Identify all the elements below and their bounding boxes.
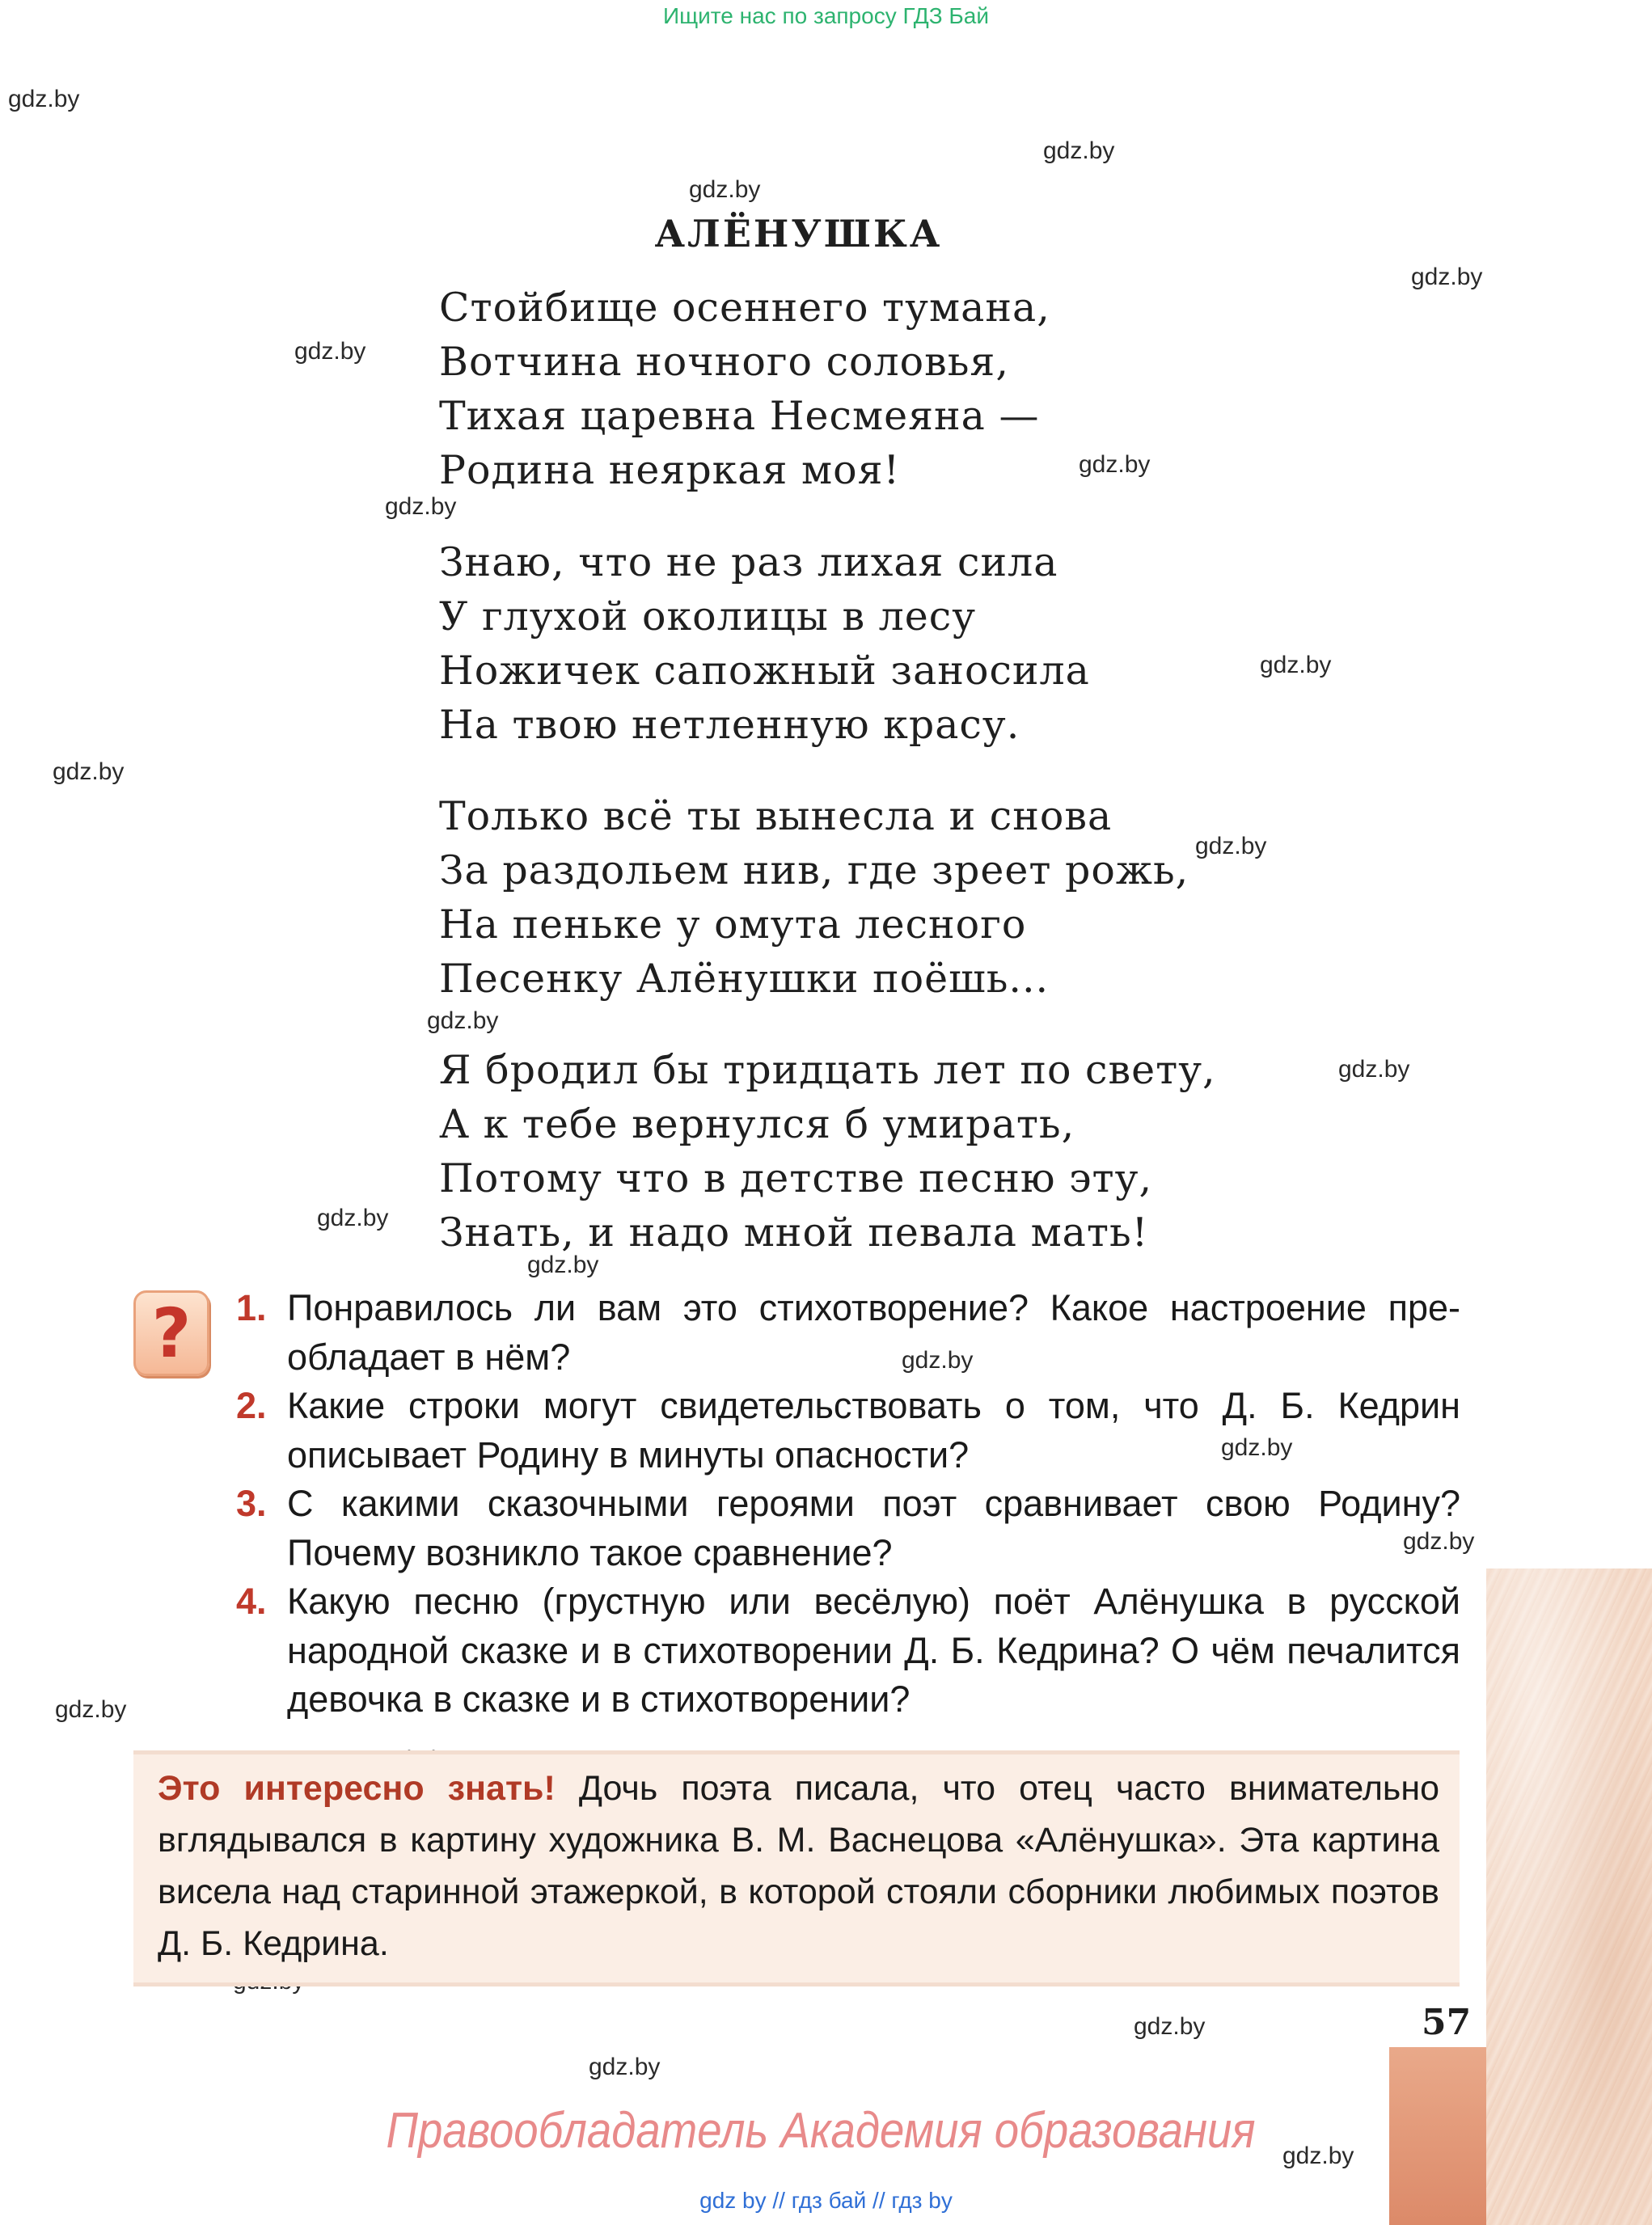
poem-line: Тихая царевна Несмеяна — [439,393,1040,439]
footer-links[interactable]: gdz by // гдз бай // гдз by [699,2188,953,2213]
question-text: Какие строки могут свидетельствовать о том, что Д. Б. Кедрин описывает Родину в минуты опасности? [287,1385,1460,1476]
watermark: gdz.by [53,758,125,785]
poem-line: А к тебе вернулся б умирать, [439,1101,1075,1147]
question-number: 1. [236,1287,267,1328]
watermark: gdz.by [1260,652,1332,678]
watermark: gdz.by [589,2054,661,2080]
info-box-lead: Это интересно знать! [158,1769,556,1808]
poem-line: Знать, и надо мной певала мать! [439,1210,1149,1256]
watermark: gdz.by [1221,1434,1293,1461]
watermark: gdz.by [527,1252,599,1278]
question-number: 4. [236,1581,267,1622]
page-number: 57 [1422,2002,1472,2043]
question-text: С какими сказочными героями поэт сравнивает свою Родину? Почему возникло такое сравнение? [287,1483,1460,1573]
question-item [236,1284,1460,1382]
watermark: gdz.by [55,1696,127,1723]
question-mark-icon: ? [133,1290,209,1376]
watermark: gdz.by [294,338,366,365]
watermark: gdz.by [1134,2013,1206,2040]
poem-line: Вотчина ночного соловья, [439,339,1009,385]
question-item [236,1480,1460,1577]
watermark: gdz.by [1079,451,1151,478]
watermark: gdz.by [8,86,80,112]
poem-line: На твою нетленную красу. [439,702,1020,748]
watermark: gdz.by [1195,833,1267,859]
poem-line: Только всё ты вынесла и снова [439,793,1113,839]
poem-title: АЛЁНУШКА [654,212,943,255]
watermark: gdz.by [1282,2143,1354,2169]
watermark: gdz.by [385,493,457,520]
poem-line: Песенку Алёнушки поёшь... [439,956,1050,1002]
watermark: gdz.by [1043,137,1115,164]
poem-line: Я бродил бы тридцать лет по свету, [439,1047,1216,1093]
info-box-body: Дочь поэта писала, что отец часто внимательно вглядывался в картину художника В. М. Васнецова «Алёнушка». Эта картина висела над старинной этажеркой, в которой стояли сборники любимых поэтов Д. Б. Кедрина. [158,1769,1439,1963]
poem-line: У глухой околицы в лесу [439,593,977,640]
question-number: 2. [236,1385,267,1426]
poem-line: Знаю, что не раз лихая сила [439,539,1058,585]
poem-stanza-3 [439,789,1189,1006]
poem-line: За раздольем нив, где зреет рожь, [439,847,1189,893]
poem-line: Стойбище осеннего тумана, [439,285,1050,331]
watermark: gdz.by [427,1007,499,1034]
questions-list [236,1284,1460,1725]
watermark: gdz.by [1338,1056,1410,1083]
poem-stanza-1 [439,281,1050,497]
watermark: gdz.by [689,176,761,203]
top-search-note: Ищите нас по запросу ГДЗ Бай [662,3,990,28]
watermark: gdz.by [1403,1528,1475,1555]
poem-line: На пеньке у омута лесного [439,901,1027,948]
watermark: gdz.by [1411,264,1483,290]
question-item [236,1577,1460,1725]
poem-line: Потому что в детстве песню эту, [439,1155,1153,1201]
question-number: 3. [236,1483,267,1524]
poem-stanza-2 [439,535,1090,752]
poem-line: Родина неяркая моя! [439,447,901,493]
question-item [236,1382,1460,1480]
copyright-notice: Правообладатель Академия образования [386,2103,1256,2159]
poem-line: Ножичек сапожный заносила [439,648,1090,694]
question-text: Понравилось ли вам это стихотворение? Какое настроение преобладает в нём? [287,1287,1460,1378]
watermark: gdz.by [317,1205,389,1231]
watermark: gdz.by [902,1347,974,1374]
info-box-text [158,1763,1439,1970]
question-text: Какую песню (грустную или весёлую) поёт Алёнушка в русской народной сказке и в стихотворении Д. Б. Кедрина? О чём печалится девочка в сказке и в стихотворении? [287,1581,1460,1720]
poem-stanza-4 [439,1043,1216,1260]
